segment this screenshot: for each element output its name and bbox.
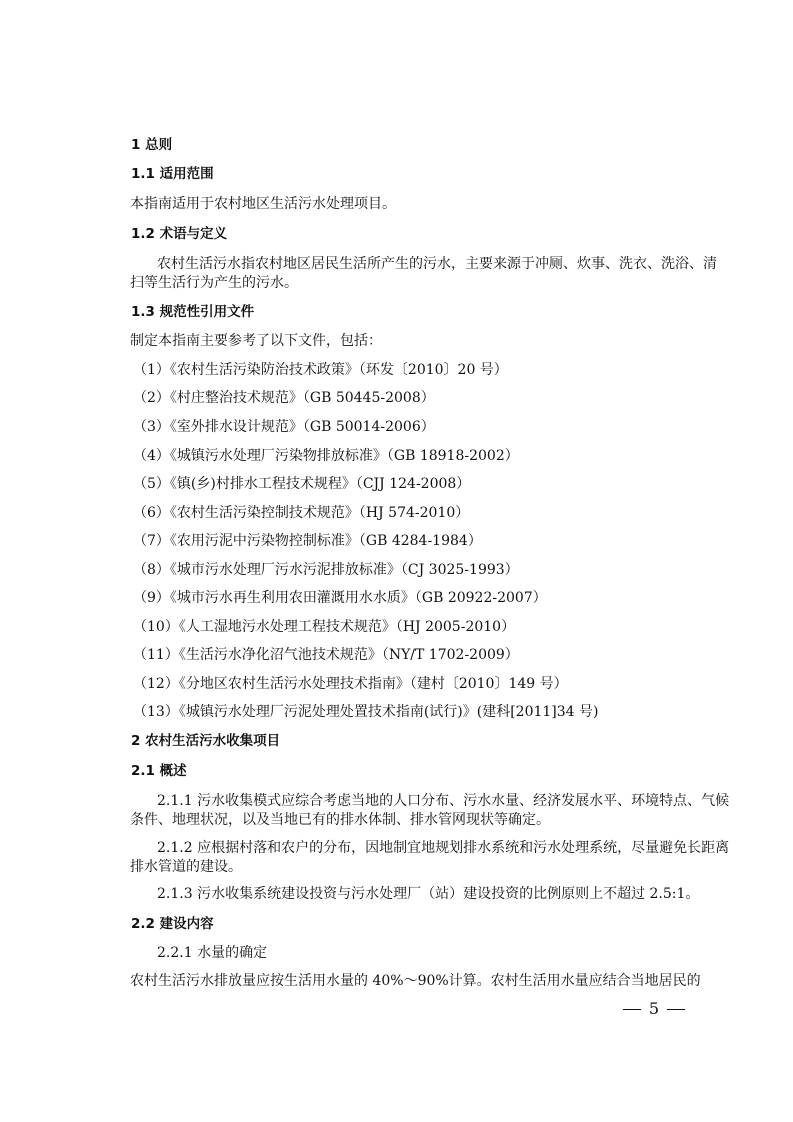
reference-item: （6）《农村生活污染控制技术规范》（HJ 574-2010） (133, 505, 470, 521)
page-number-value: 5 (648, 999, 660, 1018)
clause-2-1-2-line-2: 排水管道的建设。 (130, 859, 242, 875)
reference-item: （13）《城镇污水处理厂污泥处理处置技术指南(试行)》(建科[2011]34 号) (133, 704, 599, 720)
section-1-3-intro: 制定本指南主要参考了以下文件，包括： (130, 333, 382, 349)
section-2-2-heading: 2.2 建设内容 (131, 916, 214, 932)
section-1-1-text: 本指南适用于农村地区生活污水处理项目。 (130, 196, 396, 212)
page-number (614, 997, 694, 1021)
section-2-1-heading: 2.1 概述 (131, 763, 187, 779)
section-1-2-heading: 1.2 术语与定义 (131, 226, 228, 242)
clause-2-1-3: 2.1.3 污水收集系统建设投资与污水处理厂（站）建设投资的比例原则上不超过 2.5:1。 (157, 886, 700, 902)
reference-item: （2）《村庄整治技术规范》（GB 50445-2008） (133, 390, 435, 406)
reference-item: （7）《农用污泥中污染物控制标准》（GB 4284-1984） (133, 533, 482, 549)
clause-2-2-1-line-1: 农村生活污水排放量应按生活用水量的 40%～90%计算。农村生活用水量应结合当地居民的 (130, 973, 701, 989)
dash-right (667, 1009, 685, 1010)
clause-2-1-1-line-1: 2.1.1 污水收集模式应综合考虑当地的人口分布、污水水量、经济发展水平、环境特点、气候 (157, 793, 730, 809)
reference-item: （8）《城市污水处理厂污水污泥排放标准》（CJ 3025-1993） (133, 562, 519, 578)
reference-item: （5）《镇(乡)村排水工程技术规程》（CJJ 124-2008） (133, 476, 471, 492)
clause-2-1-1-line-2: 条件、地理状况，以及当地已有的排水体制、排水管网现状等确定。 (130, 812, 550, 828)
section-2-heading: 2 农村生活污水收集项目 (131, 733, 281, 749)
section-1-3-heading: 1.3 规范性引用文件 (131, 304, 255, 320)
clause-2-1-2-line-1: 2.1.2 应根据村落和农户的分布，因地制宜地规划排水系统和污水处理系统，尽量避免长距离 (157, 840, 730, 856)
reference-item: （9）《城市污水再生利用农田灌溉用水水质》（GB 20922-2007） (133, 590, 547, 606)
reference-item: （3）《室外排水设计规范》（GB 50014-2006） (133, 419, 435, 435)
reference-item: （4）《城镇污水处理厂污染物排放标准》（GB 18918-2002） (133, 448, 519, 464)
reference-item: （10）《人工湿地污水处理工程技术规范》（HJ 2005-2010） (133, 619, 516, 635)
clause-2-2-1-heading: 2.2.1 水量的确定 (157, 945, 268, 961)
reference-item: （12）《分地区农村生活污水处理技术指南》（建村〔2010〕149 号） (133, 676, 568, 692)
reference-item: （11）《生活污水净化沼气池技术规范》（NY/T 1702-2009） (133, 647, 519, 663)
section-1-2-line-2: 扫等生活行为产生的污水。 (130, 275, 298, 291)
section-1-2-line-1: 农村生活污水指农村地区居民生活所产生的污水，主要来源于冲厕、炊事、洗衣、洗浴、清 (157, 256, 717, 272)
dash-left (623, 1009, 641, 1010)
section-1-heading: 1 总则 (131, 137, 173, 153)
reference-item: （1）《农村生活污染防治技术政策》（环发〔2010〕20 号） (133, 362, 508, 378)
section-1-1-heading: 1.1 适用范围 (131, 166, 214, 182)
